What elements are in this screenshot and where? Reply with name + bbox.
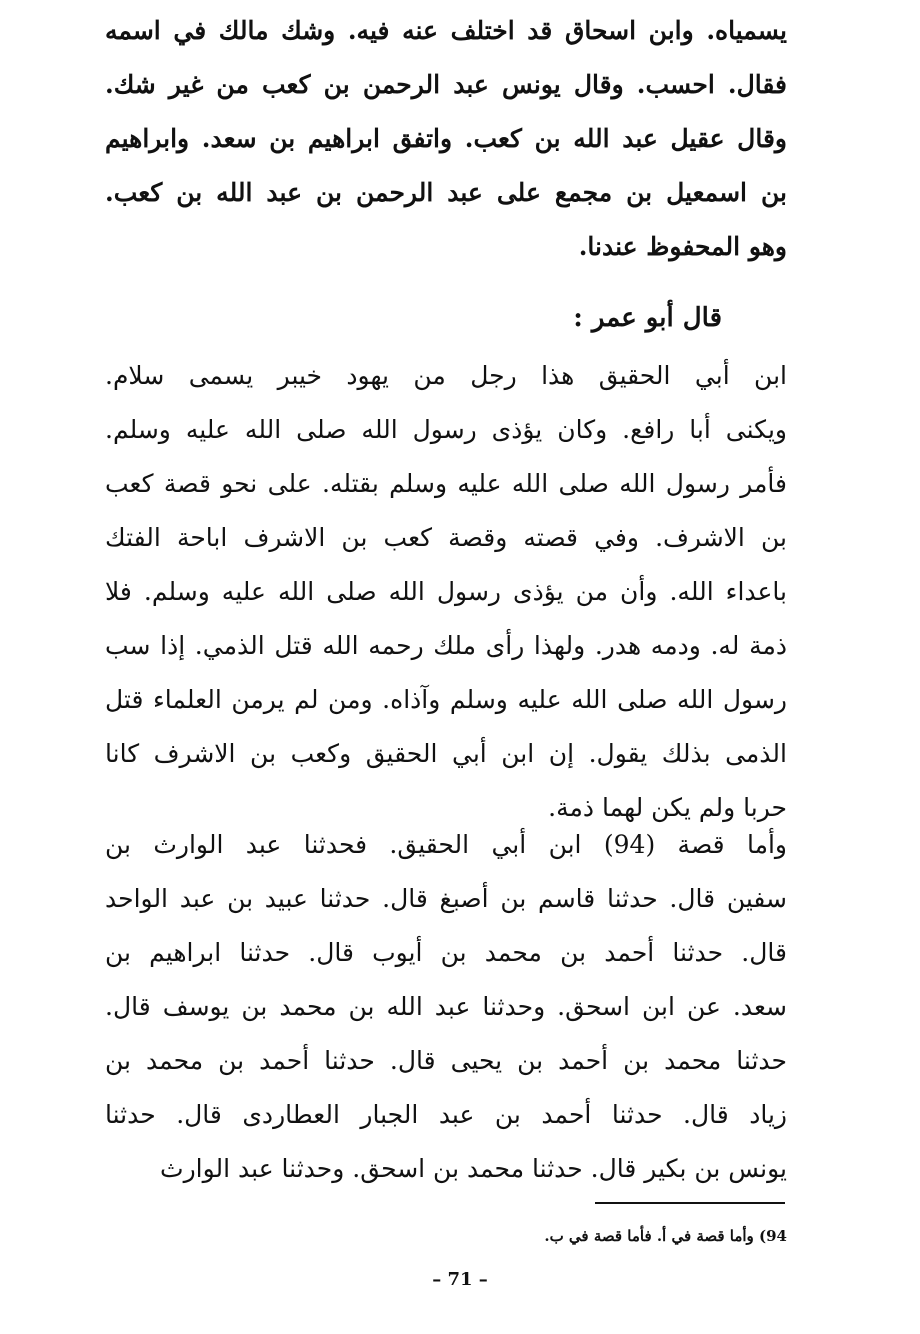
- text-line: حربا ولم يكن لهما ذمة.: [548, 793, 787, 822]
- paragraph-2: [105, 349, 787, 835]
- text-line: سفين قال. حدثنا قاسم بن أصبغ قال. حدثنا عبيد بن عبد الواحد: [105, 884, 787, 913]
- text-line: يونس بن بكير قال. حدثنا محمد بن اسحق. وحدثنا عبد الوارث: [160, 1154, 787, 1183]
- page-number: – 71 –: [432, 1269, 488, 1290]
- text-line: زياد قال. حدثنا أحمد بن عبد الجبار العطاردى قال. حدثنا: [105, 1100, 787, 1129]
- text-line: بن الاشرف. وفي قصته وقصة كعب بن الاشرف اباحة الفتك: [105, 523, 787, 552]
- section-heading: قال أبو عمر :: [573, 303, 722, 333]
- text-line: وأما قصة (94) ابن أبي الحقيق. فحدثنا عبد الوارث بن: [105, 830, 787, 859]
- text-line: وهو المحفوظ عندنا.: [578, 232, 787, 261]
- text-line: الذمى بذلك يقول. إن ابن أبي الحقيق وكعب بن الاشرف كانا: [105, 739, 787, 768]
- text-line: حدثنا محمد بن أحمد بن يحيى قال. حدثنا أحمد بن محمد بن: [105, 1046, 787, 1075]
- text-line: ويكنى أبا رافع. وكان يؤذى رسول الله صلى الله عليه وسلم.: [105, 415, 787, 444]
- text-line: ابن أبي الحقيق هذا رجل من يهود خيبر يسمى سلام.: [105, 361, 787, 390]
- text-line: فأمر رسول الله صلى الله عليه وسلم بقتله. على نحو قصة كعب: [105, 469, 787, 498]
- footnote-rule: [595, 1202, 785, 1204]
- text-line: ذمة له. ودمه هدر. ولهذا رأى ملك رحمه الله قتل الذمي. إذا سب: [105, 631, 787, 660]
- text-line: باعداء الله. وأن من يؤذى رسول الله صلى الله عليه وسلم. فلا: [105, 577, 787, 606]
- text-line: رسول الله صلى الله عليه وسلم وآذاه. ومن لم يرمن العلماء قتل: [105, 685, 787, 714]
- text-line: فقال. احسب. وقال يونس عبد الرحمن بن كعب من غير شك.: [105, 70, 787, 99]
- text-line: سعد. عن ابن اسحق. وحدثنا عبد الله بن محمد بن يوسف قال.: [105, 992, 787, 1021]
- text-line: يسمياه. وابن اسحاق قد اختلف عنه فيه. وشك مالك في اسمه: [105, 16, 787, 45]
- paragraph-1: [105, 4, 787, 274]
- text-line: قال. حدثنا أحمد بن محمد بن أيوب قال. حدثنا ابراهيم بن: [105, 938, 787, 967]
- footnote: 94) وأما قصة في أ. فأما قصة في ب.: [544, 1227, 787, 1245]
- paragraph-3: [105, 818, 787, 1196]
- text-line: وقال عقيل عبد الله بن كعب. واتفق ابراهيم بن سعد. وابراهيم: [105, 124, 787, 153]
- text-line: بن اسمعيل بن مجمع على عبد الرحمن بن عبد الله بن كعب.: [105, 178, 787, 207]
